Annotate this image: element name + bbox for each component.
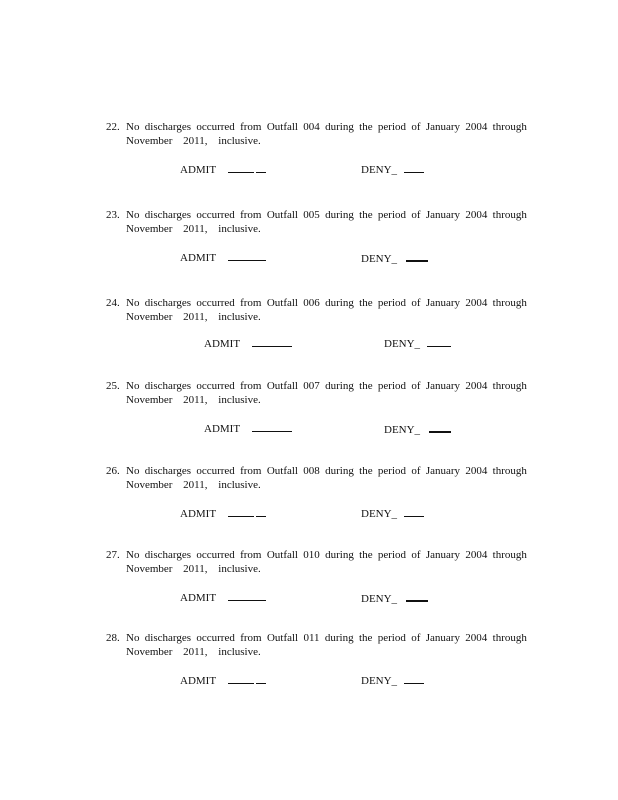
word: from	[240, 380, 262, 392]
admit-label: ADMIT	[204, 423, 240, 435]
request-number: 26.	[106, 465, 120, 477]
word: through	[492, 209, 527, 221]
word: through	[492, 380, 527, 392]
word: through	[492, 121, 527, 133]
word: during	[325, 121, 354, 133]
word: during	[325, 380, 354, 392]
request-text	[126, 632, 527, 644]
admit-label: ADMIT	[180, 508, 216, 520]
admit-label: ADMIT	[204, 338, 240, 350]
word: of	[411, 297, 421, 309]
deny-blank[interactable]	[406, 591, 428, 602]
deny-blank[interactable]	[404, 674, 424, 684]
word: from	[240, 121, 262, 133]
word: Outfall	[266, 632, 299, 644]
word: Outfall	[266, 549, 298, 561]
admit-response	[180, 251, 266, 264]
word: during	[325, 297, 354, 309]
word: of	[411, 121, 421, 133]
admit-blank[interactable]	[228, 591, 266, 601]
word: 006	[303, 297, 320, 309]
word: Outfall	[266, 465, 298, 477]
word: through	[492, 549, 527, 561]
request-text-continuation: November 2011, inclusive.	[126, 311, 261, 323]
admit-blank-tail[interactable]	[256, 507, 266, 517]
admit-blank[interactable]	[228, 507, 254, 517]
request-number: 25.	[106, 380, 120, 392]
request-text	[126, 121, 527, 133]
word: January	[425, 465, 461, 477]
request-text-continuation: November 2011, inclusive.	[126, 479, 261, 491]
word: of	[411, 380, 421, 392]
word: of	[411, 465, 421, 477]
admit-response	[180, 674, 266, 687]
word: discharges	[144, 297, 191, 309]
deny-blank[interactable]	[427, 337, 451, 347]
word: through	[492, 297, 527, 309]
word: the	[359, 380, 373, 392]
word: period	[377, 209, 407, 221]
deny-response	[361, 674, 424, 687]
admit-blank[interactable]	[252, 337, 292, 347]
deny-label: DENY_	[361, 164, 398, 176]
word: through	[492, 465, 527, 477]
admit-response	[204, 337, 292, 350]
word: No	[126, 121, 140, 133]
request-number: 27.	[106, 549, 120, 561]
word: occurred	[196, 297, 235, 309]
request-text-continuation: November 2011, inclusive.	[126, 135, 261, 147]
request-number: 28.	[106, 632, 120, 644]
deny-response	[361, 591, 428, 605]
word: period	[377, 549, 407, 561]
word: from	[240, 209, 262, 221]
word: discharges	[144, 121, 191, 133]
deny-response	[384, 422, 451, 436]
word: period	[377, 380, 407, 392]
word: occurred	[196, 632, 235, 644]
request-text	[126, 549, 527, 561]
request-text-continuation: November 2011, inclusive.	[126, 394, 261, 406]
word: January	[425, 380, 461, 392]
deny-blank[interactable]	[404, 507, 424, 517]
request-number: 22.	[106, 121, 120, 133]
word: 2004	[465, 209, 488, 221]
word: No	[126, 632, 140, 644]
word: No	[126, 297, 140, 309]
admit-label: ADMIT	[180, 252, 216, 264]
deny-label: DENY_	[361, 593, 398, 605]
word: occurred	[196, 549, 235, 561]
word: through	[492, 632, 527, 644]
word: during	[325, 209, 354, 221]
word: No	[126, 209, 140, 221]
request-text-continuation: November 2011, inclusive.	[126, 223, 261, 235]
admit-label: ADMIT	[180, 675, 216, 687]
word: occurred	[196, 465, 235, 477]
word: period	[377, 632, 406, 644]
word: 011	[303, 632, 320, 644]
word: of	[411, 209, 421, 221]
word: 2004	[465, 380, 488, 392]
word: from	[240, 297, 262, 309]
word: discharges	[144, 549, 191, 561]
word: 2004	[465, 297, 488, 309]
deny-blank[interactable]	[406, 251, 428, 262]
deny-label: DENY_	[361, 253, 398, 265]
request-text	[126, 465, 527, 477]
deny-label: DENY_	[384, 424, 421, 436]
word: during	[325, 549, 354, 561]
word: the	[358, 632, 373, 644]
admit-blank[interactable]	[228, 251, 266, 261]
word: discharges	[144, 380, 191, 392]
word: period	[377, 121, 407, 133]
word: 007	[303, 380, 320, 392]
request-text	[126, 297, 527, 309]
deny-blank[interactable]	[404, 163, 424, 173]
word: 2004	[465, 632, 488, 644]
admit-blank[interactable]	[228, 163, 254, 173]
word: Outfall	[266, 209, 298, 221]
admit-label: ADMIT	[180, 592, 216, 604]
request-text	[126, 209, 527, 221]
word: of	[411, 632, 421, 644]
word: discharges	[144, 209, 191, 221]
request-text-continuation: November 2011, inclusive.	[126, 646, 261, 658]
request-number: 23.	[106, 209, 120, 221]
admit-blank-tail[interactable]	[256, 163, 266, 173]
admit-response	[180, 591, 266, 604]
admit-blank-tail[interactable]	[256, 674, 266, 684]
word: January	[425, 121, 461, 133]
word: from	[240, 632, 262, 644]
word: 010	[303, 549, 320, 561]
deny-response	[361, 251, 428, 265]
word: period	[377, 297, 407, 309]
word: the	[359, 465, 373, 477]
word: No	[126, 465, 140, 477]
word: No	[126, 380, 140, 392]
request-number: 24.	[106, 297, 120, 309]
word: occurred	[196, 209, 235, 221]
word: 008	[303, 465, 320, 477]
word: 005	[303, 209, 320, 221]
word: No	[126, 549, 140, 561]
deny-response	[361, 507, 424, 520]
word: January	[425, 632, 460, 644]
deny-blank[interactable]	[429, 422, 451, 433]
word: occurred	[196, 121, 235, 133]
word: the	[359, 209, 373, 221]
admit-response	[180, 163, 266, 176]
deny-response	[384, 337, 451, 350]
word: Outfall	[266, 380, 298, 392]
word: the	[359, 297, 373, 309]
word: 2004	[465, 549, 488, 561]
word: discharges	[144, 465, 191, 477]
word: 004	[303, 121, 320, 133]
word: discharges	[144, 632, 192, 644]
word: occurred	[196, 380, 235, 392]
word: January	[425, 549, 461, 561]
admit-response	[204, 422, 292, 435]
request-text-continuation: November 2011, inclusive.	[126, 563, 261, 575]
deny-label: DENY_	[361, 675, 398, 687]
word: from	[240, 465, 262, 477]
request-text	[126, 380, 527, 392]
admit-blank[interactable]	[252, 422, 292, 432]
word: of	[411, 549, 421, 561]
word: the	[359, 549, 373, 561]
admit-response	[180, 507, 266, 520]
word: Outfall	[266, 297, 298, 309]
admit-label: ADMIT	[180, 164, 216, 176]
word: Outfall	[266, 121, 298, 133]
deny-label: DENY_	[384, 338, 421, 350]
word: period	[377, 465, 407, 477]
word: during	[324, 632, 354, 644]
word: January	[425, 297, 461, 309]
deny-label: DENY_	[361, 508, 398, 520]
word: from	[240, 549, 262, 561]
word: January	[425, 209, 461, 221]
deny-response	[361, 163, 424, 176]
word: 2004	[465, 465, 488, 477]
admit-blank[interactable]	[228, 674, 254, 684]
word: the	[359, 121, 373, 133]
word: 2004	[465, 121, 488, 133]
word: during	[325, 465, 354, 477]
